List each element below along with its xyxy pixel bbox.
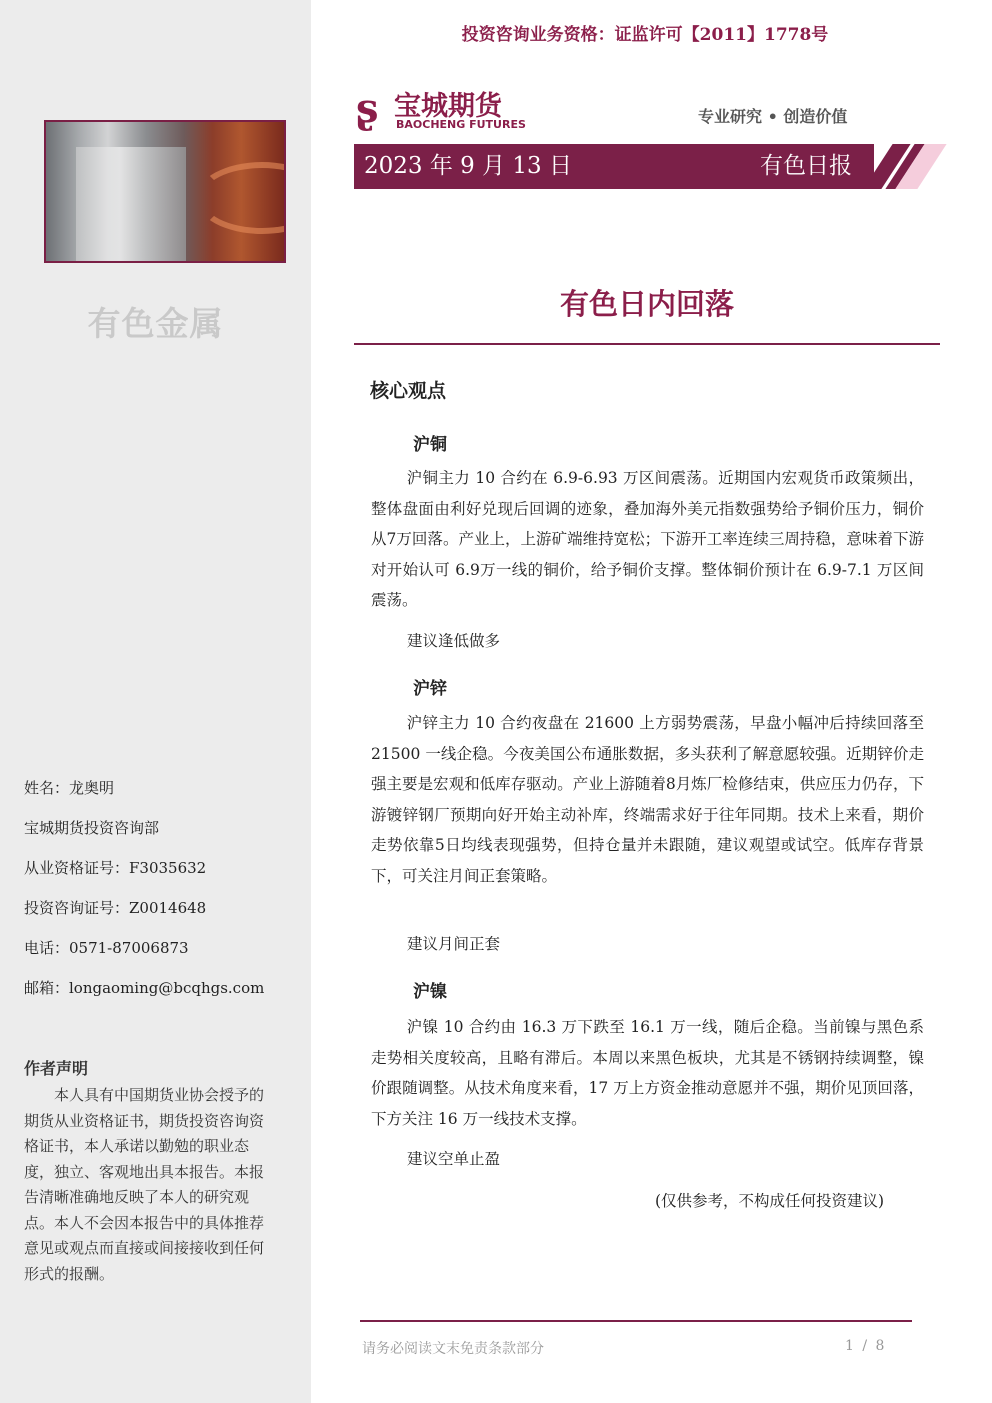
section-title-nickel: 沪镍 xyxy=(413,982,447,1002)
author-email[interactable]: 邮箱：longaoming@bcqhgs.com xyxy=(24,979,265,997)
section-body-copper: 沪铜主力 10 合约在 6.9-6.93 万区间震荡。近期国内宏观货币政策频出，整体盘面由利好兑现后回调的迹象，叠加海外美元指数强势给予铜价压力，铜价从7万回落。产业上，上游矿端维持宽松；下游开工率连续三周持稳，意味着下游对开始认可 6.9万一线的铜价，给予铜价支撑。整体铜价预计在 6.9-7.1 万区间震荡。 xyxy=(371,469,924,609)
page-number: 1 / 8 xyxy=(845,1338,887,1354)
author-info xyxy=(24,776,264,1016)
footer-divider xyxy=(360,1320,912,1322)
section-title-copper: 沪铜 xyxy=(413,435,447,455)
category-title: 有色金属 xyxy=(87,304,224,343)
declaration-title: 作者声明 xyxy=(24,1059,89,1078)
recommendation-zinc: 建议月间正套 xyxy=(407,935,501,953)
divider xyxy=(354,343,940,345)
logo-mark-icon: ʂ xyxy=(356,85,379,132)
report-type: 有色日报 xyxy=(760,153,852,179)
footer-note: 请务必阅读文末免责条款部分 xyxy=(362,1341,544,1357)
section-body-zinc: 沪锌主力 10 合约夜盘在 21600 上方弱势震荡，早盘小幅冲后持续回落至 21500 一线企稳。今夜美国公布通胀数据，多头获利了解意愿较强。近期锌价走强主要是宏观和低库存驱动。产业上游随着8月炼厂检修结束，供应压力仍存，下游镀锌钢厂预期向好开始主动补库，终端需求好于往年同期。技术上来看，期价走势依靠5日均线表现强势，但持仓量并未跟随，建议观望或试空。低库存背景下，可关注月间正套策略。 xyxy=(371,714,924,885)
author-consulting-id: 投资咨询证号：Z0014648 xyxy=(24,899,207,917)
author-department: 宝城期货投资咨询部 xyxy=(24,819,160,837)
section-body-nickel: 沪镍 10 合约由 16.3 万下跌至 16.1 万一线，随后企稳。当前镍与黑色系走势相关度较高，且略有滞后。本周以来黑色板块，尤其是不锈钢持续调整，镍价跟随调整。从技术角度来看，17 万上方资金推动意愿并不强，期价见顶回落，下方关注 16 万一线技术支撑。 xyxy=(371,1018,924,1128)
copper-coil-graphic xyxy=(196,162,286,234)
declaration-text: 本人具有中国期货业协会授予的期货从业资格证书，期货投资咨询资格证书，本人承诺以勤勉的职业态度，独立、客观地出具本报告。本报告清晰准确地反映了本人的研究观点。本人不会因本报告中的具体推荐意见或观点而直接或间接接收到任何形式的报酬。 xyxy=(24,1086,265,1283)
metal-coil-graphic xyxy=(76,147,186,263)
logo-name-en: BAOCHENG FUTURES xyxy=(396,118,526,131)
recommendation-nickel: 建议空单止盈 xyxy=(407,1150,501,1168)
author-qualification-id: 从业资格证号：F3035632 xyxy=(24,859,207,877)
author-name: 姓名：龙奥明 xyxy=(24,779,115,797)
slogan: 专业研究 • 创造价值 xyxy=(698,107,848,126)
author-phone: 电话：0571-87006873 xyxy=(24,939,189,957)
core-view-title: 核心观点 xyxy=(370,380,447,402)
cover-image xyxy=(44,120,286,263)
license-line: 投资咨询业务资格：证监许可【2011】1778号 xyxy=(461,25,829,45)
recommendation-copper: 建议逢低做多 xyxy=(407,632,501,650)
headline: 有色日内回落 xyxy=(559,287,734,321)
disclaimer: (仅供参考，不构成任何投资建议) xyxy=(655,1192,885,1210)
logo-name-cn: 宝城期货 xyxy=(394,91,502,122)
section-title-zinc: 沪锌 xyxy=(413,679,447,699)
report-date: 2023 年 9 月 13 日 xyxy=(364,153,572,179)
